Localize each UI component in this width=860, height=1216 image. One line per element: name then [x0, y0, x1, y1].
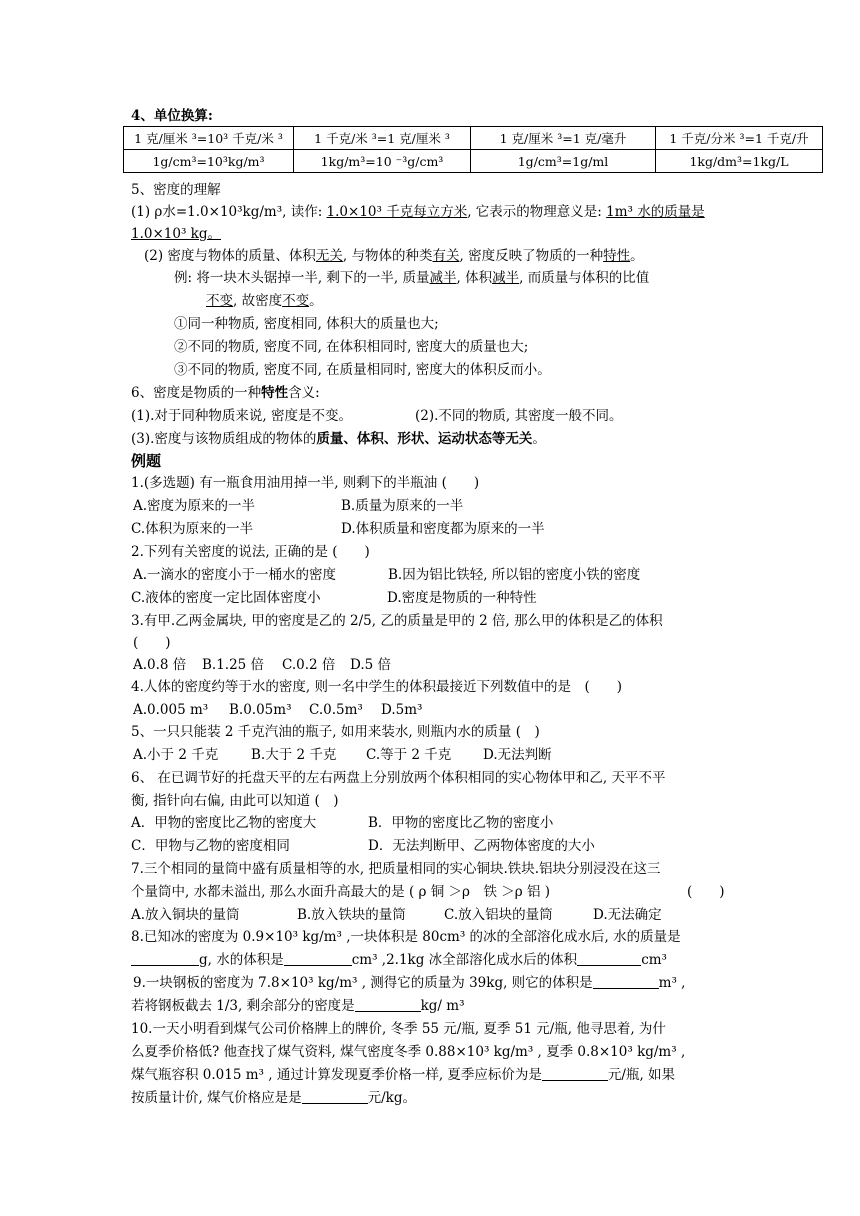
q3-option-c: C.0.2 倍 [282, 657, 336, 673]
q1-option-d: D.体积质量和密度都为原来的一半 [341, 521, 545, 537]
question-10-line-3 [131, 1065, 675, 1085]
table-cell: 1kg/dm³=1kg/L [656, 150, 823, 173]
q4-option-b: B.0.05m³ [229, 702, 292, 718]
table-cell: 1 克/厘米 ³=10³ 千克/米 ³ [124, 127, 294, 150]
section6-title [131, 383, 320, 403]
q5-option-a: A.小于 2 千克 [133, 747, 219, 763]
text: 含义: [288, 385, 320, 401]
section5-title: 5、密度的理解 [131, 182, 221, 198]
bold-text: 质量、体积、形状、运动状态等无关 [316, 431, 533, 447]
q2-option-c: C.液体的密度一定比固体密度小 [131, 590, 321, 606]
section6-point-2: (2).不同的物质, 其密度一般不同。 [415, 408, 623, 424]
text: 煤气瓶容积 0.015 m³ , 通过计算发现夏季价格一样, 夏季应标价为是 [131, 1067, 542, 1083]
q3-option-a: A.0.8 倍 [133, 657, 187, 673]
section6-point-1: (1).对于同种物质来说, 密度是不变。 [131, 408, 352, 424]
q5-option-c: C.等于 2 千克 [366, 747, 452, 763]
underlined-answer: 不变 [206, 293, 233, 309]
q4-option-a: A.0.005 m³ [133, 702, 209, 718]
q6-option-c: C．甲物与乙物的密度相同 [131, 838, 290, 854]
text: cm³ [641, 952, 667, 968]
q2-option-d: D.密度是物质的一种特性 [387, 590, 537, 606]
table-cell: 1 千克/分米 ³=1 千克/升 [656, 127, 823, 150]
answer-blank[interactable] [302, 1089, 368, 1104]
answer-blank[interactable] [355, 997, 421, 1012]
question-9-line-1 [133, 973, 685, 993]
underlined-answer: 不变 [282, 293, 310, 309]
q4-option-c: C.0.5m³ [309, 702, 363, 718]
conclusion-1: ①同一种物质, 密度相同, 体积大的质量也大; [174, 316, 439, 332]
question-8-line-1: 8.已知冰的密度为 0.9×10³ kg/m³ ,一块体积是 80cm³ 的冰的全部溶化成水后, 水的质量是 [131, 929, 681, 945]
text: 若将钢板截去 1/3, 剩余部分的密度是 [131, 998, 355, 1014]
question-6-line-1: 6、 在已调节好的托盘天平的左右两盘上分别放两个体积相同的实心物体甲和乙, 天平不平 [131, 770, 666, 786]
text: , 而质量与体积的比值 [519, 270, 650, 286]
table-cell: 1kg/m³=10 ⁻³g/cm³ [294, 150, 471, 173]
q3-option-b: B.1.25 倍 [202, 657, 265, 673]
q1-option-c: C.体积为原来的一半 [131, 521, 254, 537]
q7-option-a: A.放入铜块的量筒 [131, 907, 240, 923]
answer-blank[interactable] [542, 1066, 608, 1081]
q7-answer-paren: ( ) [687, 884, 725, 900]
question-8-line-2 [131, 950, 667, 970]
example-line-cont [206, 291, 323, 311]
q4-option-d: D.5m³ [381, 702, 423, 718]
text: 元/kg。 [367, 1090, 416, 1106]
underlined-answer: 1m³ 水的质量是 [606, 204, 705, 220]
conclusion-2: ②不同的物质, 密度不同, 在体积相同时, 密度大的质量也大; [174, 339, 529, 355]
q6-option-b: B．甲物的密度比乙物的密度小 [368, 815, 554, 831]
answer-blank[interactable] [284, 951, 352, 966]
underlined-answer: 减半 [492, 270, 520, 286]
q6-option-d: D．无法判断甲、乙两物体密度的大小 [368, 838, 595, 854]
bold-text: 特性 [261, 385, 289, 401]
text: (2) 密度与物体的质量、体积 [144, 248, 316, 264]
table-cell: 1g/cm³=10³kg/m³ [124, 150, 294, 173]
text: 。 [630, 248, 644, 264]
conclusion-3: ③不同的物质, 密度不同, 在质量相同时, 密度大的体积反而小。 [174, 362, 551, 378]
text: cm³ ,2.1kg 冰全部溶化成水后的体积 [351, 952, 578, 968]
answer-blank[interactable] [131, 951, 199, 966]
answer-blank[interactable] [577, 951, 641, 966]
text: , 它表示的物理意义是: [467, 204, 607, 220]
q1-option-a: A.密度为原来的一半 [133, 498, 256, 514]
section4-title: 4、单位换算: [131, 108, 213, 124]
text: 。 [532, 431, 546, 447]
text: , 密度反映了物质的一种 [459, 248, 604, 264]
text: kg/ m³ [420, 998, 465, 1014]
example-line [174, 268, 649, 288]
question-9-line-2 [131, 996, 464, 1016]
text: , 故密度 [233, 293, 283, 309]
text: , 与物体的种类 [342, 248, 433, 264]
table-row [124, 150, 823, 173]
density-water-line [131, 202, 705, 222]
question-10-line-4 [131, 1088, 416, 1108]
q2-option-b: B.因为铝比铁轻, 所以铝的密度小铁的密度 [388, 567, 641, 583]
table-cell: 1g/cm³=1g/ml [471, 150, 656, 173]
text: 按质量计价, 煤气价格应是是 [131, 1090, 302, 1106]
density-property-line [144, 246, 644, 266]
text: g, 水的体积是 [199, 952, 284, 968]
text: 元/瓶, 如果 [607, 1067, 676, 1083]
question-10-line-2: 么夏季价格低? 他查找了煤气资料, 煤气密度冬季 0.88×10³ kg/m³ , 夏季 0.8×10³ kg/m³ , [131, 1044, 686, 1060]
question-7-line-2: 个量筒中, 水都未溢出, 那么水面升高最大的是 ( ρ 铜 ＞ρ 铁 ＞ρ 铝 ) [131, 884, 551, 900]
examples-heading: 例题 [131, 452, 162, 470]
unit-conversion-table [123, 126, 823, 173]
q3-option-d: D.5 倍 [350, 657, 392, 673]
question-6-line-2: 衡, 指针向右偏, 由此可以知道 ( ) [131, 793, 339, 809]
underlined-answer: 1.0×10³ 千克每立方米 [326, 204, 468, 220]
q6-option-a: A．甲物的密度比乙物的密度大 [131, 815, 317, 831]
question-3: 3.有甲.乙两金属块, 甲的密度是乙的 2/5, 乙的质量是甲的 2 倍, 那么甲的体积是乙的体积 [131, 613, 663, 629]
section6-point-3 [131, 429, 546, 449]
question-2: 2.下列有关密度的说法, 正确的是 ( ) [131, 544, 370, 560]
q5-option-b: B.大于 2 千克 [251, 747, 337, 763]
underlined-answer: 无关 [315, 248, 343, 264]
underlined-answer: 特性 [603, 248, 631, 264]
question-10-line-1: 10.一天小明看到煤气公司价格牌上的牌价, 冬季 55 元/瓶, 夏季 51 元/瓶, 他寻思着, 为什 [131, 1021, 666, 1037]
text: , 体积 [456, 270, 493, 286]
density-water-line-cont [131, 224, 221, 244]
q7-option-d: D.无法确定 [593, 907, 662, 923]
q5-option-d: D.无法判断 [483, 747, 552, 763]
text: (1) ρ水=1.0×10³kg/m³, 读作: [131, 204, 327, 220]
text: 9.一块钢板的密度为 7.8×10³ kg/m³ , 测得它的质量为 39kg, 则它的体积是 [133, 975, 593, 991]
question-1: 1.(多选题) 有一瓶食用油用掉一半, 则剩下的半瓶油 ( ) [131, 475, 480, 491]
text: 6、密度是物质的一种 [131, 385, 262, 401]
question-7-line-1: 7.三个相同的量筒中盛有质量相等的水, 把质量相同的实心铜块.铁块.铝块分别浸没在这三 [131, 861, 661, 877]
q7-option-c: C.放入铝块的量筒 [444, 907, 553, 923]
underlined-answer: 有关 [432, 248, 460, 264]
question-5: 5、一只只能装 2 千克汽油的瓶子, 如用来装水, 则瓶内水的质量 ( ) [131, 724, 540, 740]
answer-blank[interactable] [593, 974, 659, 989]
table-cell: 1 千克/米 ³=1 克/厘米 ³ [294, 127, 471, 150]
table-row [124, 127, 823, 150]
q1-option-b: B.质量为原来的一半 [341, 498, 464, 514]
text: 例: 将一块木头锯掉一半, 剩下的一半, 质量 [174, 270, 430, 286]
text: m³ , [658, 975, 686, 991]
text: (3).密度与该物质组成的物体的 [131, 431, 317, 447]
q3-answer-paren: ( ) [133, 635, 171, 651]
table-cell: 1 克/厘米 ³=1 克/毫升 [471, 127, 656, 150]
q2-option-a: A.一滴水的密度小于一桶水的密度 [133, 567, 337, 583]
text: 。 [309, 293, 323, 309]
q7-option-b: B.放入铁块的量筒 [297, 907, 406, 923]
underlined-answer: 1.0×10³ kg。 [131, 226, 221, 242]
question-4: 4.人体的密度约等于水的密度, 则一名中学生的体积最接近下列数值中的是 ( ) [131, 679, 622, 695]
underlined-answer: 减半 [429, 270, 457, 286]
